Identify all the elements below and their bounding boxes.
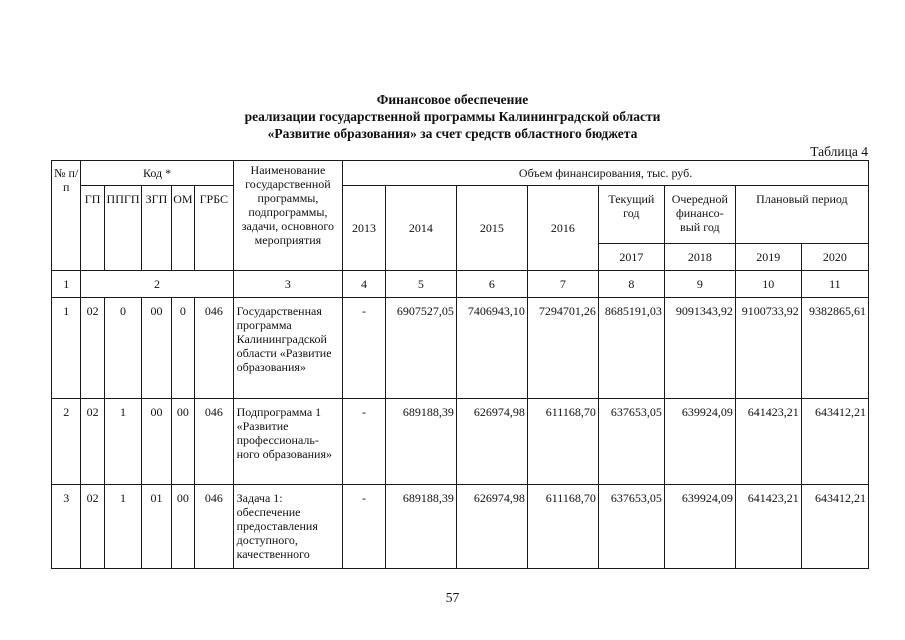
row-code-om: 0 [171,298,194,399]
row-value-2014: 689188,39 [385,399,456,485]
row-num: 3 [52,485,81,569]
row-value-2017: 8685191,03 [598,298,664,399]
row-value-2016: 611168,70 [527,485,598,569]
header-funding: Объем финансирования, тыс. руб. [343,161,869,186]
row-value-2019: 641423,21 [735,485,801,569]
column-number: 8 [598,271,664,298]
column-number: 10 [735,271,801,298]
row-value-2014: 6907527,05 [385,298,456,399]
document-title-line-3: «Развитие образования» за счет средств областного бюджета [267,126,638,141]
header-year-2019: 2019 [735,244,801,271]
header-next-year: Очередной финансо-вый год [664,186,735,244]
header-year-2017: 2017 [598,244,664,271]
column-number: 9 [664,271,735,298]
header-planning-period: Плановый период [735,186,868,244]
row-value-2013: - [343,485,386,569]
row-value-2018: 639924,09 [664,399,735,485]
document-title-line-1: Финансовое обеспечение [376,92,529,107]
header-code-gp: ГП [81,186,104,271]
row-value-2016: 7294701,26 [527,298,598,399]
row-code-grbs: 046 [195,399,234,485]
row-code-ppgp: 1 [104,399,142,485]
row-code-zgp: 00 [142,399,171,485]
row-value-2013: - [343,298,386,399]
column-number: 7 [527,271,598,298]
row-value-2016: 611168,70 [527,399,598,485]
row-code-zgp: 01 [142,485,171,569]
table-row [52,298,869,399]
row-value-2020: 643412,21 [801,399,868,485]
header-code-group: Код * [81,161,233,186]
row-value-2017: 637653,05 [598,485,664,569]
column-number: 11 [801,271,868,298]
row-code-om: 00 [171,399,194,485]
row-value-2020: 9382865,61 [801,298,868,399]
header-year-2020: 2020 [801,244,868,271]
header-current-year: Текущий год [598,186,664,244]
header-code-ppgp: ППГП [104,186,142,271]
row-code-gp: 02 [81,399,104,485]
header-year-2014: 2014 [385,186,456,271]
row-value-2020: 643412,21 [801,485,868,569]
row-code-om: 00 [171,485,194,569]
row-code-grbs: 046 [195,485,234,569]
header-row-1 [52,161,869,186]
row-code-ppgp: 0 [104,298,142,399]
table-label: Таблица 4 [810,144,868,159]
row-value-2018: 639924,09 [664,485,735,569]
column-number: 2 [81,271,233,298]
column-number: 1 [52,271,81,298]
column-number: 6 [456,271,527,298]
header-code-zgp: ЗГП [142,186,171,271]
row-value-2014: 689188,39 [385,485,456,569]
funding-table [51,160,869,569]
row-num: 2 [52,399,81,485]
header-row-2 [52,186,869,244]
row-value-2017: 637653,05 [598,399,664,485]
header-year-2013: 2013 [343,186,386,271]
row-code-ppgp: 1 [104,485,142,569]
row-code-grbs: 046 [195,298,234,399]
row-value-2015: 7406943,10 [456,298,527,399]
document-title-line-2: реализации государственной программы Калининградской области [244,109,661,124]
header-num: № п/п [52,161,81,271]
row-code-gp: 02 [81,298,104,399]
column-number-row [52,271,869,298]
row-value-2015: 626974,98 [456,399,527,485]
row-value-2013: - [343,399,386,485]
header-year-2016: 2016 [527,186,598,271]
row-value-2018: 9091343,92 [664,298,735,399]
header-code-om: ОМ [171,186,194,271]
column-number: 4 [343,271,386,298]
header-year-2015: 2015 [456,186,527,271]
page-number: 57 [445,590,460,605]
header-code-grbs: ГРБС [195,186,234,271]
header-name: Наименование государственной программы, подпрограммы, задачи, основного мероприятия [233,161,343,271]
column-number: 3 [233,271,343,298]
row-code-gp: 02 [81,485,104,569]
header-year-2018: 2018 [664,244,735,271]
row-name: Подпрограмма 1 «Развитие профессиональ-ного образования» [233,399,343,485]
row-num: 1 [52,298,81,399]
column-number: 5 [385,271,456,298]
row-name: Государственная программа Калининградской области «Развитие образования» [233,298,343,399]
table-row [52,485,869,569]
table-row [52,399,869,485]
row-name: Задача 1: обеспечение предоставления доступного, качественного [233,485,343,569]
row-value-2019: 9100733,92 [735,298,801,399]
row-value-2015: 626974,98 [456,485,527,569]
row-value-2019: 641423,21 [735,399,801,485]
row-code-zgp: 00 [142,298,171,399]
